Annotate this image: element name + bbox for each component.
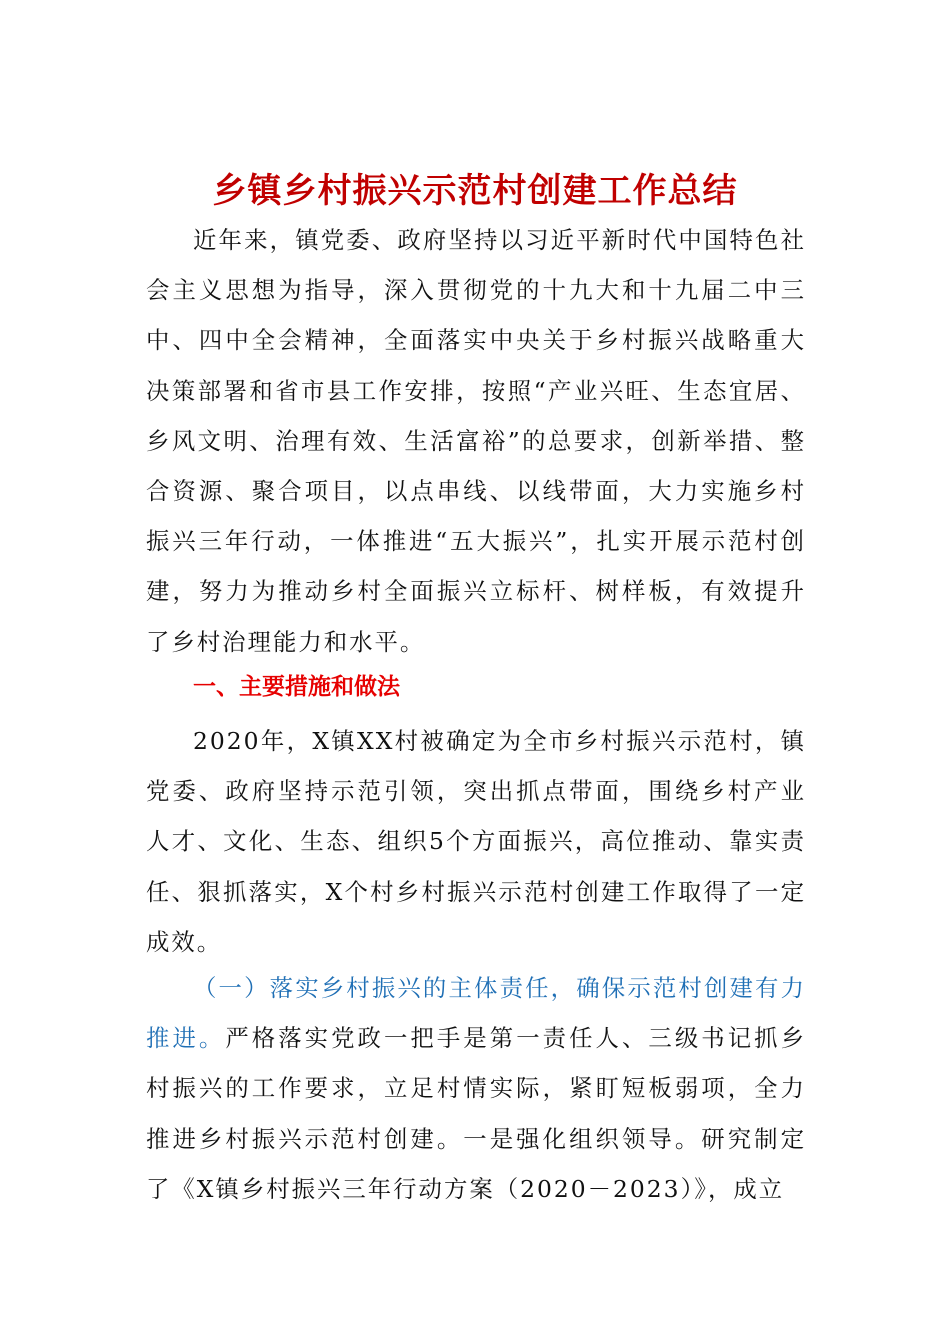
subsection-paragraph-responsibility: [146, 963, 806, 1214]
section-heading-measures: 一、主要措施和做法: [193, 674, 400, 700]
subsection-text-responsibility: 严格落实党政一把手是第一责任人、三级书记抓乡村振兴的工作要求，立足村情实际，紧盯短板弱项，全力推进乡村振兴示范村创建。一是强化组织领导。研究制定了《X镇乡村振兴三年行动方案（2020－2023）》，成立: [146, 1024, 806, 1203]
subsection-heading-responsibility: （一）落实乡村振兴的主体责任，确保示范村创建有力推进。: [146, 974, 806, 1053]
document-title: 乡镇乡村振兴示范村创建工作总结: [212, 170, 738, 211]
section-paragraph-measures: 2020年，X镇XX村被确定为全市乡村振兴示范村，镇党委、政府坚持示范引领，突出抓点带面，围绕乡村产业人才、文化、生态、组织5个方面振兴，高位推动、靠实责任、狠抓落实，X个村乡村振兴示范村创建工作取得了一定成效。: [146, 727, 806, 956]
intro-paragraph: 近年来，镇党委、政府坚持以习近平新时代中国特色社会主义思想为指导，深入贯彻党的十九大和十九届二中三中、四中全会精神，全面落实中央关于乡村振兴战略重大决策部署和省市县工作安排，按照“产业兴旺、生态宜居、乡风文明、治理有效、生活富裕”的总要求，创新举措、整合资源、聚合项目，以点串线、以线带面，大力实施乡村振兴三年行动，一体推进“五大振兴”，扎实开展示范村创建，努力为推动乡村全面振兴立标杆、树样板，有效提升了乡村治理能力和水平。: [146, 226, 806, 656]
